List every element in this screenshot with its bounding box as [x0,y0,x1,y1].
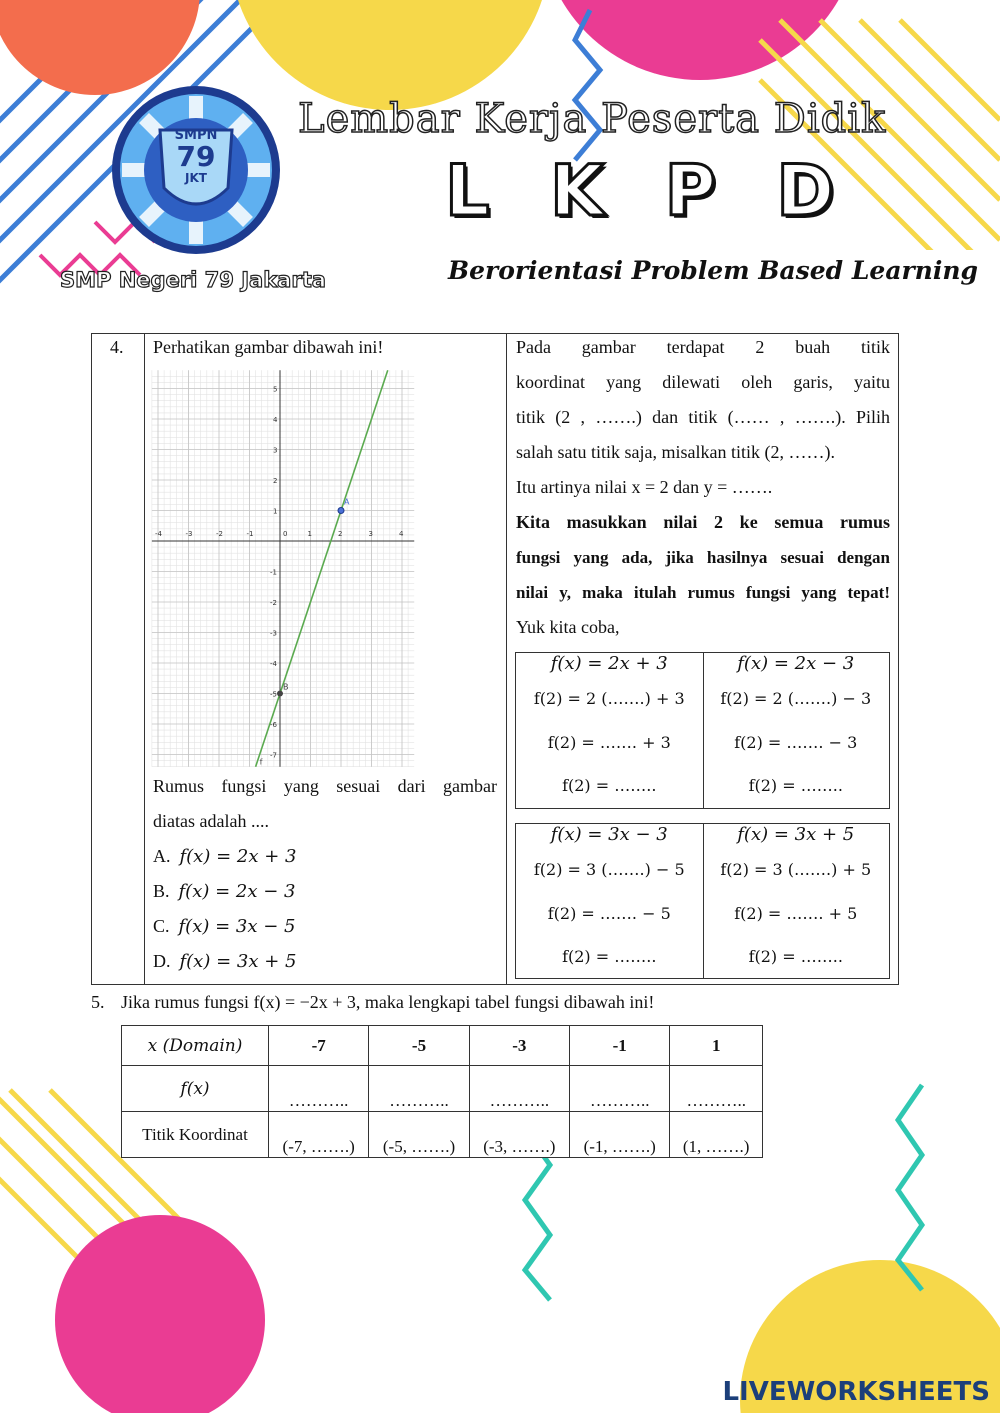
table-row [122,1066,763,1112]
option-formula: f(x) = 2x − 3 [178,881,296,902]
trial-head: f(x) = 3x + 5 [737,824,855,845]
explain-line6: Yuk kita coba, [516,617,620,637]
logo-text [146,128,246,185]
coordinate-cell[interactable]: (-5, …….) [369,1112,469,1158]
domain-cell: 1 [670,1026,763,1066]
explain-line2: koordinat yang dilewati oleh garis, yaitu [516,372,890,392]
trial-step2[interactable]: f(2) = ……. − 3 [734,733,858,752]
trial-cell [516,653,703,808]
trial-head: f(x) = 2x − 3 [737,653,855,674]
explain-bold1: Kita masukkan nilai 2 ke semua rumus [516,512,890,532]
trial-step3[interactable]: f(2) = …….. [562,947,657,966]
x-tick-label: -1 [246,530,254,538]
row-label-fx: f(x) [122,1066,269,1112]
y-tick-label: 1 [273,507,278,516]
question-5-text: Jika rumus fungsi f(x) = −2x + 3, maka lengkapi tabel fungsi dibawah ini! [121,992,655,1012]
approach-label: Berorientasi Problem Based Learning [448,256,979,285]
school-name: SMP Negeri 79 Jakarta [60,268,326,292]
point-b-label: B [283,682,289,692]
point-a-label: A [344,497,350,507]
fx-blank-cell[interactable]: ……….. [570,1066,670,1112]
x-tick-label: 2 [338,530,343,538]
x-tick-label: -4 [155,530,162,538]
trial-step2[interactable]: f(2) = ……. + 3 [547,733,671,752]
y-tick-label: -1 [270,568,277,577]
coordinate-cell[interactable]: (1, …….) [670,1112,763,1158]
answer-option-c[interactable] [153,909,295,944]
domain-cell: -1 [570,1026,670,1066]
trial-step2[interactable]: f(2) = ……. + 5 [734,904,858,923]
function-graph [153,369,417,767]
function-table [121,1025,763,1158]
trial-box-2 [515,823,890,979]
x-tick-label: 4 [399,530,404,538]
fx-blank-cell[interactable]: ……….. [369,1066,469,1112]
y-tick-label: -7 [270,751,277,760]
y-tick-label: -6 [270,721,277,729]
y-tick-label: -4 [270,660,277,668]
trial-step1[interactable]: f(2) = 2 (…….) + 3 [533,689,685,708]
option-formula: f(x) = 2x + 3 [179,846,297,867]
trial-cell [703,824,890,978]
question-5-number: 5. [91,992,105,1012]
watermark: LIVEWORKSHEETS [722,1377,990,1407]
option-letter: C. [153,916,170,936]
logo-line3: JKT [185,171,207,185]
y-tick-label: 4 [273,416,278,424]
explain-line1: Pada gambar terdapat 2 buah titik [516,337,890,357]
x-tick-label: 3 [368,530,373,538]
y-tick-label: -3 [270,629,277,638]
trial-step1[interactable]: f(2) = 3 (…….) − 5 [533,860,685,879]
option-formula: f(x) = 3x − 5 [178,916,296,937]
table-row [122,1112,763,1158]
page-subtitle: L K P D [445,150,853,232]
point-a [338,508,344,514]
trial-head: f(x) = 2x + 3 [550,653,668,674]
trial-head: f(x) = 3x − 3 [550,824,668,845]
question-4-table [91,333,899,985]
coordinate-cell[interactable]: (-7, …….) [269,1112,369,1158]
trial-step3[interactable]: f(2) = …….. [562,776,657,795]
trial-step3[interactable]: f(2) = …….. [748,776,843,795]
y-tick-label: -5 [270,690,277,699]
row-label-domain: x (Domain) [122,1026,269,1066]
x-tick-label: -2 [216,530,223,538]
question-4-number: 4. [110,337,124,357]
question-4-text-line1: Rumus fungsi yang sesuai dari gambar [153,776,497,796]
option-letter: B. [153,881,170,901]
page-title: Lembar Kerja Peserta Didik [298,96,887,142]
coordinate-cell[interactable]: (-1, …….) [570,1112,670,1158]
option-formula: f(x) = 3x + 5 [179,951,297,972]
y-tick-label: 3 [273,446,278,455]
logo-line2: 79 [176,140,216,173]
explain-line4: salah satu titik saja, misalkan titik (2, ……). [516,442,835,462]
row-label-coordinates: Titik Koordinat [122,1112,269,1158]
fx-blank-cell[interactable]: ……….. [469,1066,569,1112]
question-4-text-line2: diatas adalah .... [153,811,269,831]
trial-step1[interactable]: f(2) = 2 (…….) − 3 [720,689,872,708]
trial-box-1 [515,652,890,809]
answer-option-a[interactable] [153,839,296,874]
y-tick-label: 2 [273,477,278,485]
answer-option-d[interactable] [153,944,296,979]
option-letter: A. [153,846,171,866]
x-tick-label: 0 [283,530,288,538]
trial-step1[interactable]: f(2) = 3 (…….) + 5 [720,860,872,879]
coordinate-cell[interactable]: (-3, …….) [469,1112,569,1158]
domain-cell: -5 [369,1026,469,1066]
y-tick-label: -2 [270,599,277,607]
domain-cell: -7 [269,1026,369,1066]
trial-step2[interactable]: f(2) = ……. − 5 [547,904,671,923]
fx-blank-cell[interactable]: ……….. [670,1066,763,1112]
question-4-prompt: Perhatikan gambar dibawah ini! [153,337,384,357]
logo-line1: SMPN [174,128,218,143]
trial-cell [703,653,890,808]
fx-blank-cell[interactable]: ……….. [269,1066,369,1112]
option-letter: D. [153,951,171,971]
explain-bold3: nilai y, maka itulah rumus fungsi yang tepat! [516,583,890,602]
x-tick-label: -3 [185,530,193,538]
trial-step3[interactable]: f(2) = …….. [748,947,843,966]
y-tick-label: 5 [273,385,278,394]
x-tick-label: 1 [307,530,312,538]
line-label: f [259,757,263,767]
domain-cell: -3 [469,1026,569,1066]
explain-line5: Itu artinya nilai x = 2 dan y = ……. [516,477,773,497]
trial-cell [516,824,703,978]
explain-line3: titik (2 , …….) dan titik (…… , …….). Pilih [516,407,890,427]
explain-bold2: fungsi yang ada, jika hasilnya sesuai dengan [516,548,890,567]
answer-option-b[interactable] [153,874,295,909]
table-row [122,1026,763,1066]
